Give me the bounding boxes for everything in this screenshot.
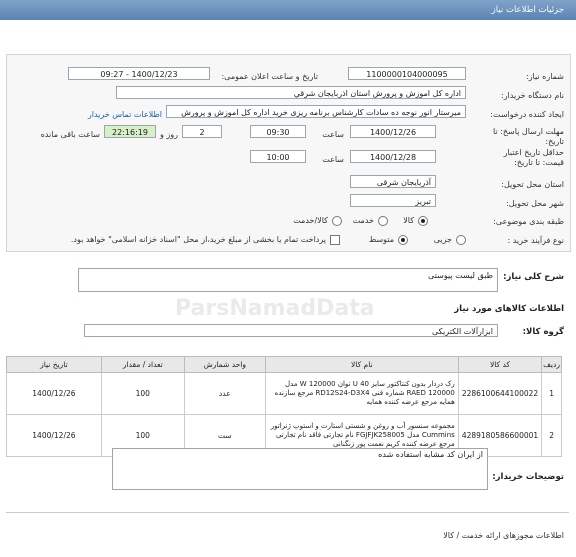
city-field: تبریز <box>350 194 436 207</box>
col-header-name: نام کالا <box>265 357 458 373</box>
cell-row: 1 <box>542 373 562 415</box>
table-row[interactable] <box>7 373 562 415</box>
col-header-date: تاریخ نیاز <box>7 357 102 373</box>
announce-datetime-field: 1400/12/23 - 09:27 <box>68 67 210 80</box>
goods-group-field: ابزارآلات الکتریکی <box>84 324 498 337</box>
goods-group-label: گروه کالا: <box>522 327 564 337</box>
col-header-qty: تعداد / مقدار <box>101 357 184 373</box>
process-medium-label: متوسط <box>368 235 394 244</box>
requester-field: میرستار انور نوجه ده سادات کارشناس برنامه ریزی خرید اداره کل اموزش و پرورش <box>166 105 466 118</box>
cell-unit: عدد <box>184 373 265 415</box>
page-title: جزئیات اطلاعات نیاز <box>491 5 564 15</box>
validity-label: حداقل تاریخ اعتبار قیمت: تا تاریخ: <box>503 148 564 167</box>
col-header-row: ردیف <box>542 357 562 373</box>
subject-class-label: طبقه بندی موضوعی: <box>493 217 564 226</box>
requester-label: ایجاد کننده درخواست: <box>490 110 564 119</box>
table-header-row <box>7 357 562 373</box>
province-field: آذربایجان شرقی <box>350 175 436 188</box>
buyer-notes-label: توضیحات خریدار: <box>492 472 564 482</box>
subject-goods-label: کالا <box>403 216 414 225</box>
contact-buyer-link[interactable]: اطلاعات تماس خریدار <box>87 110 162 119</box>
buyer-org-label: نام دستگاه خریدار: <box>501 91 564 100</box>
cell-row: 2 <box>542 415 562 457</box>
items-table <box>6 356 562 457</box>
subject-service-label: خدمت <box>352 216 374 225</box>
deadline-label: مهلت ارسال پاسخ: تا تاریخ: <box>492 127 564 146</box>
payment-note: پرداخت تمام یا بخشی از مبلغ خرید،از محل "اسناد خزانه اسلامی" خواهد بود. <box>70 235 326 244</box>
cell-qty: 100 <box>101 415 184 457</box>
need-number-field: 1100000104000095 <box>348 67 466 80</box>
permits-info-label: اطلاعات مجوزهای ارائه خدمت / کالا <box>443 531 564 540</box>
buyer-notes-field: از ایران کد مشابه استفاده شده <box>112 448 488 490</box>
days-field: 2 <box>182 125 222 138</box>
process-minor-label: جزیی <box>433 235 452 244</box>
cell-date: 1400/12/26 <box>7 415 102 457</box>
islamic-treasury-checkbox[interactable] <box>330 235 340 245</box>
cell-name: مجموعه سنسور آب و روغن و شستی استارت و استوپ ژنراتور Cummins مدل FGJFJK258005 نام تجارتی فاقد نام تجارتی مرجع عرضه کننده کریم نعمت پور زنگنانی <box>265 415 458 457</box>
days-and-label: روز و <box>160 130 178 139</box>
cell-code: 2286100644100022 <box>458 373 541 415</box>
deadline-time-field: 09:30 <box>250 125 306 138</box>
deadline-time-label: ساعت <box>322 130 344 139</box>
cell-unit: ست <box>184 415 265 457</box>
general-desc-label: شرح کلی نیاز: <box>503 272 564 282</box>
goods-info-title: اطلاعات کالاهای مورد نیاز <box>454 304 564 314</box>
need-number-label: شماره نیاز: <box>526 72 564 81</box>
subject-goods-service-radio[interactable] <box>332 216 342 226</box>
cell-qty: 100 <box>101 373 184 415</box>
deadline-date-field: 1400/12/26 <box>350 125 436 138</box>
validity-time-label: ساعت <box>322 155 344 164</box>
process-minor-radio[interactable] <box>456 235 466 245</box>
subject-service-radio[interactable] <box>378 216 388 226</box>
page-header <box>0 0 576 20</box>
remaining-label: ساعت باقی مانده <box>40 130 100 139</box>
subject-goods-service-label: کالا/خدمت <box>293 216 328 225</box>
cell-name: رک دردار بدون کنتاکتور سایز 40 U توان 120000 W مدل RAED 120000 شماره فنی RD12S24-D3X4 مرجع سازنده همایه مرجع عرضه کننده همایه <box>265 373 458 415</box>
validity-date-field: 1400/12/28 <box>350 150 436 163</box>
general-desc-field: طبق لیست پیوستی <box>78 268 498 292</box>
city-label: شهر محل تحویل: <box>506 199 564 208</box>
watermark-text: ParsNamadData <box>175 296 375 321</box>
validity-time-field: 10:00 <box>250 150 306 163</box>
process-medium-radio[interactable] <box>398 235 408 245</box>
subject-goods-radio[interactable] <box>418 216 428 226</box>
buyer-org-field: اداره کل اموزش و پرورش استان اذربایجان شرقي <box>116 86 466 99</box>
remaining-time-field: 22:16:19 <box>104 125 156 138</box>
cell-code: 4289180586600001 <box>458 415 541 457</box>
col-header-unit: واحد شمارش <box>184 357 265 373</box>
col-header-code: کد کالا <box>458 357 541 373</box>
divider <box>6 512 569 513</box>
cell-date: 1400/12/26 <box>7 373 102 415</box>
announce-datetime-label: تاریخ و ساعت اعلان عمومی: <box>221 72 318 81</box>
province-label: استان محل تحویل: <box>501 180 564 189</box>
purchase-process-label: نوع فرآیند خرید : <box>507 236 564 245</box>
